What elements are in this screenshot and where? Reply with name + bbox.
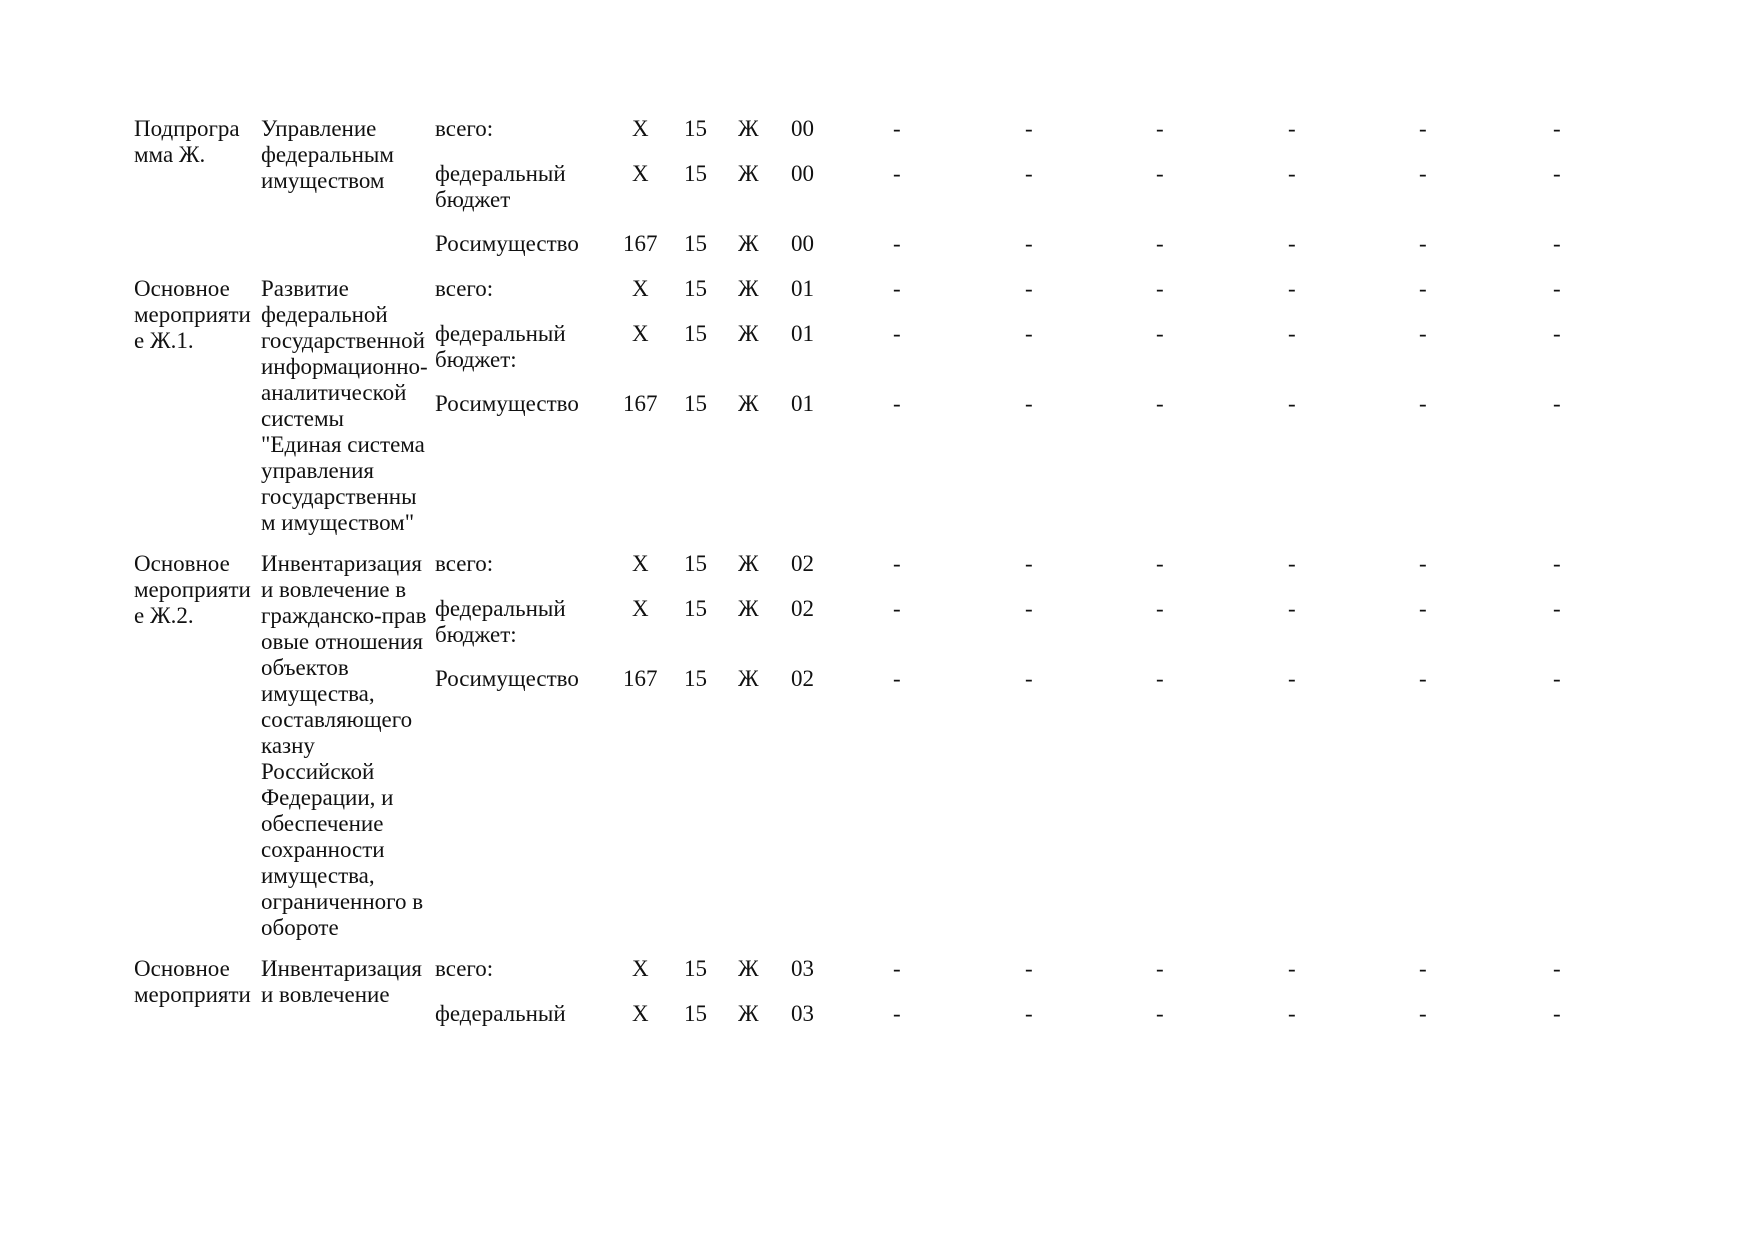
row-label: федеральный бюджет: [435,596,566,647]
value-cell: - [1553,321,1561,346]
value-cell: - [1419,231,1427,256]
value-cell: - [1025,276,1033,301]
code-pp: Ж [738,321,759,346]
value-cell: - [1025,116,1033,141]
code-pp: Ж [738,596,759,621]
value-cell: - [1288,551,1296,576]
row-label: Росимущество [435,231,579,256]
code-gp: 15 [684,116,707,141]
code-om: 00 [791,116,814,141]
value-cell: - [1025,321,1033,346]
value-cell: - [893,391,901,416]
code-grbs: Х [632,956,649,981]
code-om: 00 [791,231,814,256]
code-pp: Ж [738,116,759,141]
code-grbs: Х [632,116,649,141]
value-cell: - [893,1001,901,1026]
code-grbs: Х [632,551,649,576]
code-om: 02 [791,596,814,621]
value-cell: - [1288,161,1296,186]
code-grbs: Х [632,161,649,186]
value-cell: - [1025,161,1033,186]
value-cell: - [1419,666,1427,691]
value-cell: - [893,551,901,576]
code-gp: 15 [684,161,707,186]
value-cell: - [1419,1001,1427,1026]
value-cell: - [1156,391,1164,416]
code-pp: Ж [738,391,759,416]
value-cell: - [1553,551,1561,576]
section-title: Развитие федеральной государственной информационно- аналитической системы "Единая система управления государственны м имуществом" [261,276,428,535]
value-cell: - [1553,596,1561,621]
code-grbs: Х [632,321,649,346]
code-pp: Ж [738,551,759,576]
row-label: всего: [435,551,494,576]
value-cell: - [1025,551,1033,576]
value-cell: - [1025,596,1033,621]
value-cell: - [1419,551,1427,576]
value-cell: - [1156,666,1164,691]
value-cell: - [1156,276,1164,301]
value-cell: - [1419,161,1427,186]
value-cell: - [893,956,901,981]
code-gp: 15 [684,666,707,691]
section-title: Управление федеральным имуществом [261,116,394,193]
code-gp: 15 [684,391,707,416]
value-cell: - [1419,321,1427,346]
value-cell: - [1553,956,1561,981]
code-om: 01 [791,276,814,301]
value-cell: - [1288,391,1296,416]
code-pp: Ж [738,956,759,981]
code-om: 02 [791,666,814,691]
section-title: Инвентаризация и вовлечение в гражданско-прав овые отношения объектов имущества, составляющего казну Российской Федерации, и обеспечение сохранности имущества, ограниченного в обороте [261,551,427,940]
code-gp: 15 [684,551,707,576]
code-pp: Ж [738,1001,759,1026]
code-gp: 15 [684,1001,707,1026]
value-cell: - [1288,956,1296,981]
code-grbs: Х [632,1001,649,1026]
value-cell: - [1025,1001,1033,1026]
value-cell: - [893,321,901,346]
code-gp: 15 [684,276,707,301]
row-label: Росимущество [435,391,579,416]
value-cell: - [1288,116,1296,141]
section-status: Основное мероприяти е Ж.1. [134,276,251,353]
row-label: всего: [435,956,494,981]
code-grbs: Х [632,596,649,621]
value-cell: - [893,666,901,691]
value-cell: - [1156,956,1164,981]
row-label: всего: [435,116,494,141]
value-cell: - [1288,231,1296,256]
value-cell: - [1025,956,1033,981]
code-gp: 15 [684,956,707,981]
value-cell: - [1025,391,1033,416]
code-om: 03 [791,1001,814,1026]
code-gp: 15 [684,231,707,256]
value-cell: - [1156,116,1164,141]
value-cell: - [1025,231,1033,256]
code-om: 03 [791,956,814,981]
value-cell: - [1025,666,1033,691]
value-cell: - [1419,276,1427,301]
value-cell: - [1156,231,1164,256]
value-cell: - [1419,596,1427,621]
row-label: федеральный [435,1001,566,1026]
value-cell: - [1419,116,1427,141]
value-cell: - [1553,1001,1561,1026]
section-status: Основное мероприяти е Ж.2. [134,551,251,628]
code-gp: 15 [684,321,707,346]
value-cell: - [1419,391,1427,416]
value-cell: - [1288,1001,1296,1026]
section-status: Основное мероприяти [134,956,251,1007]
value-cell: - [893,116,901,141]
code-pp: Ж [738,276,759,301]
value-cell: - [1553,391,1561,416]
code-pp: Ж [738,161,759,186]
row-label: Росимущество [435,666,579,691]
code-pp: Ж [738,666,759,691]
code-grbs: 167 [623,231,658,256]
value-cell: - [893,596,901,621]
value-cell: - [1419,956,1427,981]
code-om: 01 [791,321,814,346]
code-gp: 15 [684,596,707,621]
code-om: 01 [791,391,814,416]
value-cell: - [893,276,901,301]
value-cell: - [1553,666,1561,691]
value-cell: - [893,231,901,256]
value-cell: - [1288,666,1296,691]
code-om: 02 [791,551,814,576]
code-pp: Ж [738,231,759,256]
value-cell: - [1156,321,1164,346]
row-label: федеральный бюджет: [435,321,566,372]
value-cell: - [1553,161,1561,186]
value-cell: - [1156,1001,1164,1026]
value-cell: - [893,161,901,186]
value-cell: - [1156,161,1164,186]
row-label: всего: [435,276,494,301]
value-cell: - [1288,321,1296,346]
value-cell: - [1553,116,1561,141]
code-grbs: 167 [623,666,658,691]
section-title: Инвентаризация и вовлечение [261,956,422,1007]
code-om: 00 [791,161,814,186]
value-cell: - [1156,596,1164,621]
value-cell: - [1553,276,1561,301]
row-label: федеральный бюджет [435,161,566,212]
section-status: Подпрогра мма Ж. [134,116,240,167]
value-cell: - [1553,231,1561,256]
value-cell: - [1288,276,1296,301]
code-grbs: Х [632,276,649,301]
value-cell: - [1288,596,1296,621]
value-cell: - [1156,551,1164,576]
code-grbs: 167 [623,391,658,416]
